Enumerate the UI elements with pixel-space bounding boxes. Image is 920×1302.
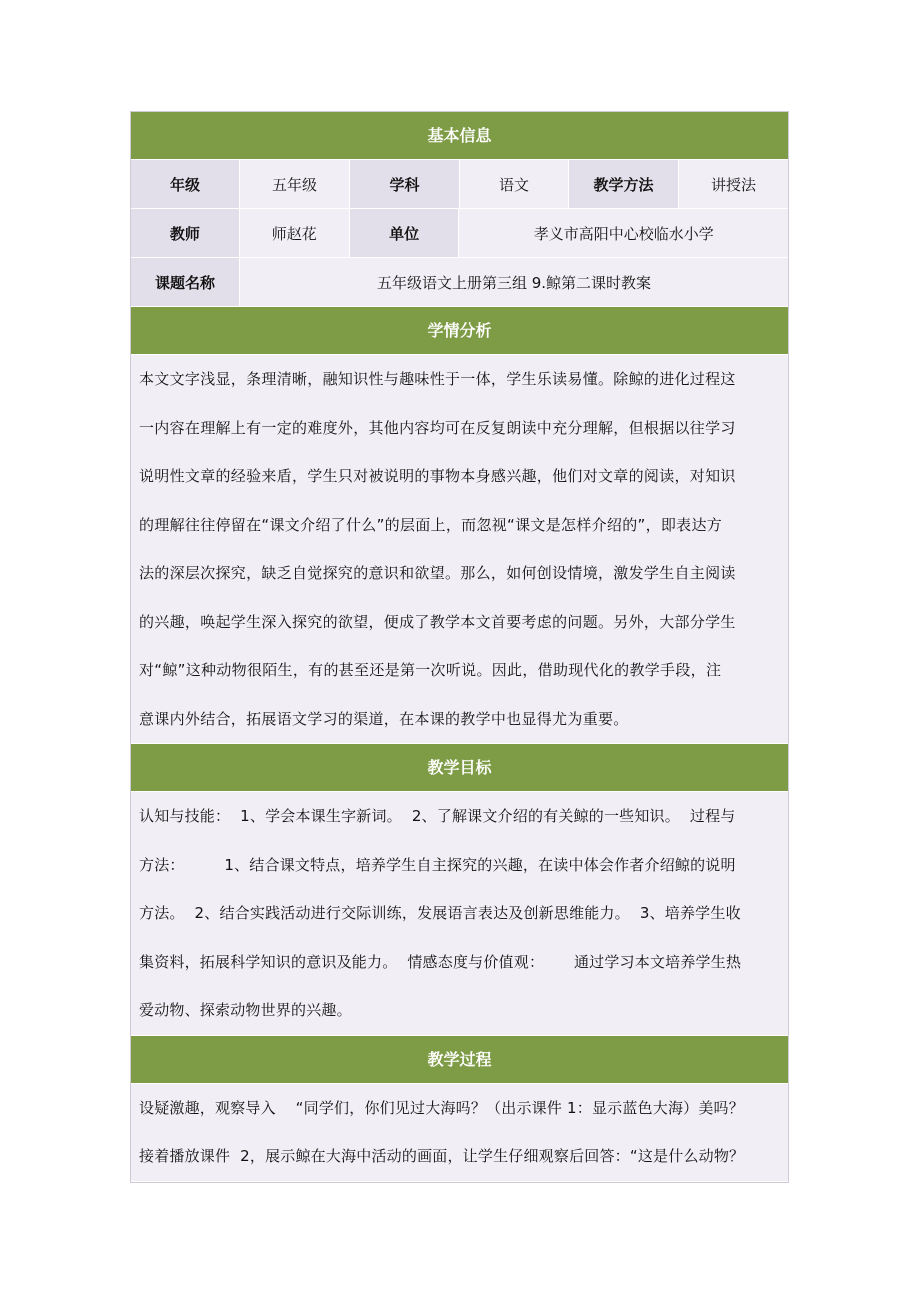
analysis-line: 意课内外结合，拓展语文学习的渠道，在本课的教学中也显得尤为重要。 <box>139 709 629 728</box>
analysis-line: 法的深层次探究，缺乏自觉探究的意识和欲望。那么，如何创设情境，激发学生自主阅读 <box>139 564 736 582</box>
goals-line: 方法： 1、结合课文特点，培养学生自主探究的兴趣，在读中体会作者介绍鲸的说明 <box>139 855 736 874</box>
goals-line: 认知与技能： 1、学会本课生字新词。 2、了解课文介绍的有关鲸的一些知识。 过程与 <box>139 807 736 825</box>
analysis-line: 说明性文章的经验来盾，学生只对被说明的事物本身感兴趣，他们对文章的阅读，对知识 <box>139 467 736 485</box>
teacher-value: 师赵花 <box>240 209 350 257</box>
goals-line: 方法。 2、结合实践活动进行交际训练，发展语言表达及创新思维能力。 3、培养学生收 <box>139 904 741 922</box>
basic-info-heading: 基本信息 <box>131 112 788 160</box>
row-topic <box>131 258 788 307</box>
grade-value: 五年级 <box>240 160 350 208</box>
analysis-line: 对“鲸”这种动物很陌生，有的甚至还是第一次听说。因此，借助现代化的教学手段，注 <box>139 661 722 679</box>
process-text <box>131 1084 788 1182</box>
subject-value: 语文 <box>460 160 569 208</box>
process-line: 接着播放课件 2，展示鲸在大海中活动的画面，让学生仔细观察后回答：“这是什么动物？ <box>139 1147 745 1165</box>
row-teacher-unit <box>131 209 788 258</box>
unit-value: 孝义市高阳中心校临水小学 <box>459 209 788 257</box>
analysis-line: 的理解往往停留在“课文介绍了什么”的层面上，而忽视“课文是怎样介绍的”，即表达方 <box>139 515 723 534</box>
unit-label: 单位 <box>350 209 460 257</box>
goals-text <box>131 792 788 1036</box>
analysis-line: 一内容在理解上有一定的难度外，其他内容均可在反复朗读中充分理解，但根据以往学习 <box>139 418 736 437</box>
topic-value: 五年级语文上册第三组 9.鲸第二课时教案 <box>240 258 788 306</box>
teacher-label: 教师 <box>131 209 240 257</box>
goals-heading: 教学目标 <box>131 744 788 792</box>
analysis-line: 的兴趣，唤起学生深入探究的欲望，便成了教学本文首要考虑的问题。另外，大部分学生 <box>139 612 736 631</box>
method-value: 讲授法 <box>679 160 788 208</box>
analysis-heading: 学情分析 <box>131 307 788 355</box>
row-grade-subject-method <box>131 160 788 209</box>
topic-label: 课题名称 <box>131 258 240 306</box>
method-label: 教学方法 <box>569 160 679 208</box>
subject-label: 学科 <box>350 160 460 208</box>
analysis-text <box>131 355 788 744</box>
analysis-line: 本文文字浅显，条理清晰，融知识性与趣味性于一体，学生乐读易懂。除鲸的进化过程这 <box>139 370 736 388</box>
goals-line: 集资料，拓展科学知识的意识及能力。 情感态度与价值观： 通过学习本文培养学生热 <box>139 952 742 971</box>
goals-line: 爱动物、探索动物世界的兴趣。 <box>139 1001 352 1019</box>
process-heading: 教学过程 <box>131 1036 788 1084</box>
lesson-plan-table <box>130 111 789 1183</box>
process-line: 设疑激趣，观察导入 “同学们，你们见过大海吗？（出示课件 1：显示蓝色大海）美吗？ <box>139 1098 744 1117</box>
grade-label: 年级 <box>131 160 240 208</box>
